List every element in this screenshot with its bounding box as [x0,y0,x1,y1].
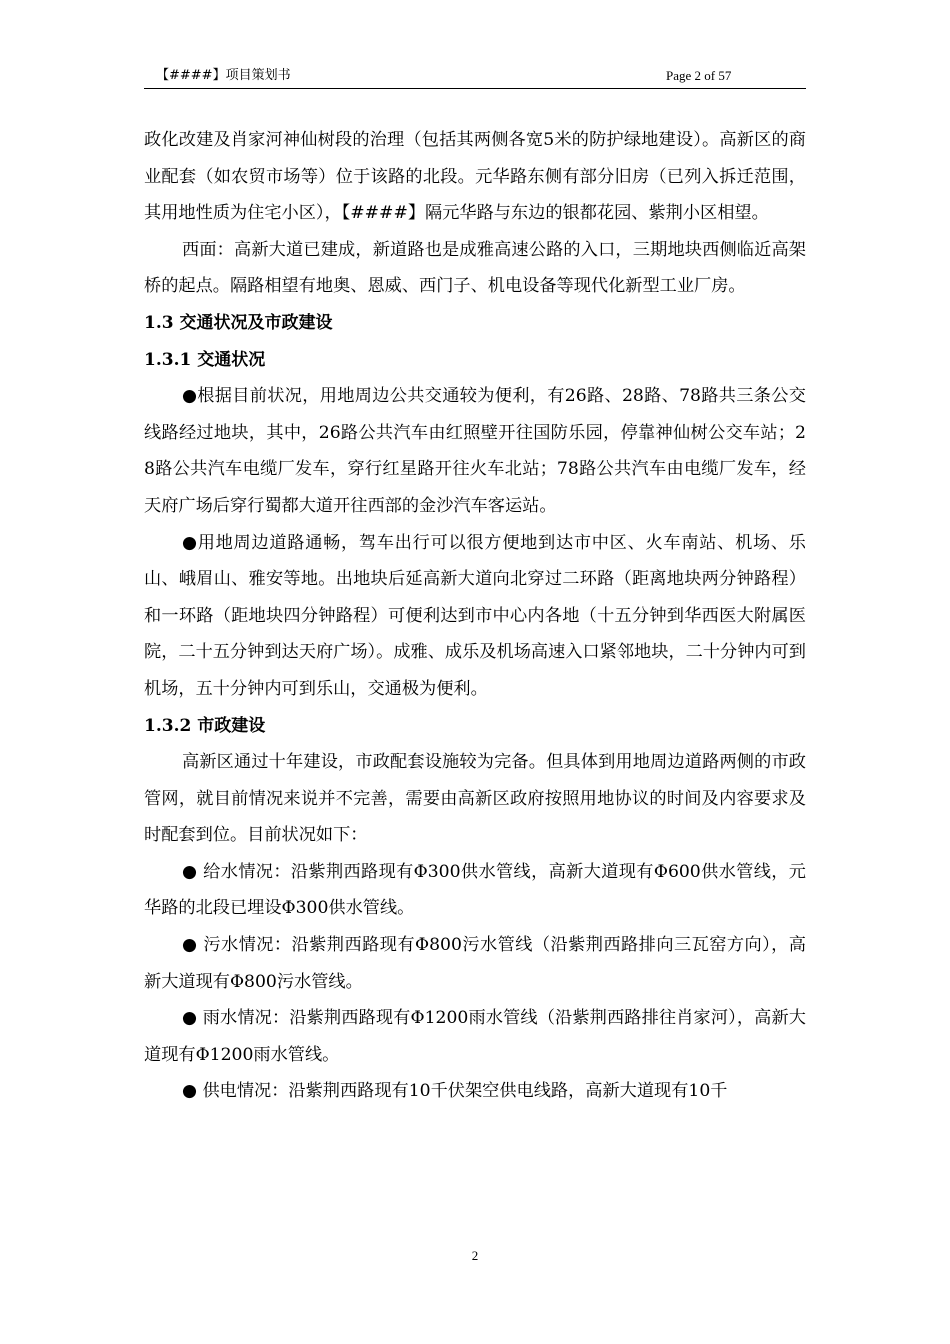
page-number: 2 [471,1248,479,1263]
paragraph-bus-lines: ●根据目前状况，用地周边公共交通较为便利，有26路、28路、78路共三条公交线路经过地块，其中，26路公共汽车由红照壁开往国防乐园，停靠神仙树公交车站；28路公共汽车电缆厂发车，穿行红星路开往火车北站；78路公共汽车由电缆厂发车，经天府广场后穿行蜀都大道开往西部的金沙汽车客运站。 [144,386,806,516]
header-title: 【####】项目策划书 [156,68,291,83]
paragraph-roads: ●用地周边道路通畅，驾车出行可以很方便地到达市中区、火车南站、机场、乐山、峨眉山、雅安等地。出地块后延高新大道向北穿过二环路（距离地块两分钟路程）和一环路（距地块四分钟路程）可便利达到市中心内各地（十五分钟到华西医大附属医院，二十五分钟到达天府广场）。成雅、成乐及机场高速入口紧邻地块，二十分钟内可到机场，五十分钟内可到乐山，交通极为便利。 [144,532,806,699]
paragraph-continuation: 政化改建及肖家河神仙树段的治理（包括其两侧各宽5米的防护绿地建设）。高新区的商业配套（如农贸市场等）位于该路的北段。元华路东侧有部分旧房（已列入拆迁范围，其用地性质为住宅小区），【####】隔元华路与东边的银都花园、紫荆小区相望。 [144,130,806,224]
subsection-heading-municipal: 1.3.2 市政建设 [144,715,266,736]
paragraph-rainwater: ● 雨水情况：沿紫荆西路现有Φ1200雨水管线（沿紫荆西路排往肖家河），高新大道现有Φ1200雨水管线。 [144,1008,806,1065]
paragraph-municipal-intro: 高新区通过十年建设，市政配套设施较为完备。但具体到用地周边道路两侧的市政管网，就目前情况来说并不完善，需要由高新区政府按照用地协议的时间及内容要求及时配套到位。目前状况如下： [144,752,806,846]
paragraph-water-supply: ● 给水情况：沿紫荆西路现有Φ300供水管线，高新大道现有Φ600供水管线，元华路的北段已埋设Φ300供水管线。 [144,861,806,919]
paragraph-west: 西面：高新大道已建成，新道路也是成雅高速公路的入口，三期地块西侧临近高架桥的起点。隔路相望有地奥、恩威、西门子、机电设备等现代化新型工业厂房。 [144,239,806,297]
paragraph-sewage: ● 污水情况：沿紫荆西路现有Φ800污水管线（沿紫荆西路排向三瓦窑方向），高新大道现有Φ800污水管线。 [144,935,806,992]
paragraph-power-supply: ● 供电情况：沿紫荆西路现有10千伏架空供电线路，高新大道现有10千 [182,1081,728,1102]
section-heading: 1.3 交通状况及市政建设 [144,312,333,333]
page-header [144,66,806,89]
header-page-indicator: Page 2 of 57 [666,68,732,83]
document-body [144,122,806,1110]
subsection-heading-traffic: 1.3.1 交通状况 [144,349,266,370]
